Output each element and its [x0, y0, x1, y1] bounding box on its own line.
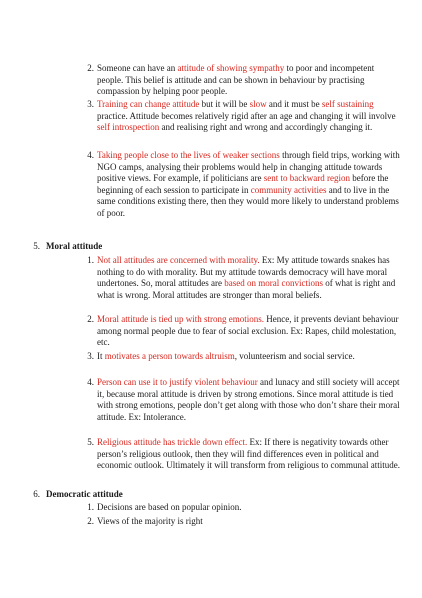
highlighted-text: attitude of showing sympathy: [177, 63, 285, 73]
list-number: 3.: [87, 351, 94, 361]
list-item-text: [97, 150, 402, 220]
highlighted-text: sent to backward region: [263, 173, 350, 184]
list-number: 4.: [87, 150, 94, 160]
list-item-text: [97, 516, 402, 528]
section-title: Moral attitude: [46, 241, 103, 251]
highlighted-text: Not all attitudes are concerned with morality.: [97, 255, 260, 265]
list-number: 2.: [87, 314, 94, 324]
highlighted-text: Religious attitude has trickle down effect.: [97, 437, 248, 447]
list-item-text: [97, 437, 402, 472]
highlighted-text: self sustaining: [321, 99, 374, 109]
highlighted-text: self introspection: [97, 122, 160, 133]
list-number: 2.: [87, 516, 94, 526]
body-text: , volunteerism and social service.: [234, 351, 355, 361]
section-title: Democratic attitude: [46, 489, 123, 499]
list-item-text: [97, 255, 402, 301]
body-text: Ex: My attitude towards snakes has nothing to do with morality. But my attitude towards democracy will have moral undertones. So, moral attitudes are: [97, 255, 390, 289]
body-text: Views of the majority is right: [97, 516, 203, 526]
highlighted-text: motivates a person towards altruism: [104, 351, 235, 361]
highlighted-text: community activities: [250, 184, 327, 195]
body-text: It: [97, 351, 105, 361]
highlighted-text: Training can change attitude: [97, 99, 200, 109]
list-number: 3.: [87, 99, 94, 109]
body-text: of what is right and what is wrong. Moral attitudes are stronger than moral beliefs.: [97, 278, 396, 300]
list-item-text: [97, 63, 402, 98]
section-number: 5.: [33, 241, 40, 251]
section-number: 6.: [33, 489, 40, 499]
body-text: through field trips, working with NGO camps, analysing their problems would help in changing attitude towards positive views. For example, if politicians are: [97, 150, 400, 184]
list-item-text: [97, 502, 402, 514]
body-text: before the beginning of each session to participate in: [97, 173, 389, 195]
highlighted-text: slow: [249, 99, 267, 109]
list-item-text: [97, 377, 402, 423]
body-text: Ex: If there is negativity towards other person’s religious outlook, then they will find differences even in political and economic outlook. Ultimately it will transform from religious to communal attitude.: [97, 437, 400, 471]
list-number: 1.: [87, 255, 94, 265]
highlighted-text: based on moral convictions: [224, 278, 323, 289]
list-number: 1.: [87, 502, 94, 512]
list-number: 2.: [87, 63, 94, 73]
body-text: and it must be: [266, 99, 322, 109]
highlighted-text: Moral attitude is tied up with strong emotions.: [97, 314, 264, 324]
body-text: Decisions are based on popular opinion.: [97, 502, 242, 512]
body-text: but it will be: [199, 99, 250, 109]
body-text: Hence, it prevents deviant behaviour among normal people due to fear of social exclusion. Ex: Rapes, child molestation, etc.: [97, 314, 399, 348]
body-text: practice. Attitude becomes relatively rigid after an age and changing it will involve: [97, 110, 396, 121]
list-item-text: [97, 314, 402, 349]
list-number: 5.: [87, 437, 94, 447]
body-text: and lunacy and still society will accept it, because moral attitude is driven by strong emotions. Since moral attitude is tied with strong emotions, people don’t get along with those who don’t share their moral attitude. Ex: Intolerance.: [97, 377, 400, 422]
list-item-text: [97, 99, 402, 134]
body-text: Someone can have an: [97, 63, 178, 73]
highlighted-text: Person can use it to justify violent behaviour: [97, 377, 258, 387]
list-number: 4.: [87, 377, 94, 387]
list-item-text: [97, 351, 402, 363]
highlighted-text: Taking people close to the lives of weaker sections: [97, 150, 280, 160]
body-text: and to live in the same conditions existing there, then they would more likely to understand problems of poor.: [97, 184, 399, 218]
body-text: to poor and incompetent people. This belief is attitude and can be shown in behaviour by practising compassion by helping poor people.: [97, 63, 375, 97]
body-text: and realising right and wrong and accordingly changing it.: [159, 122, 373, 133]
